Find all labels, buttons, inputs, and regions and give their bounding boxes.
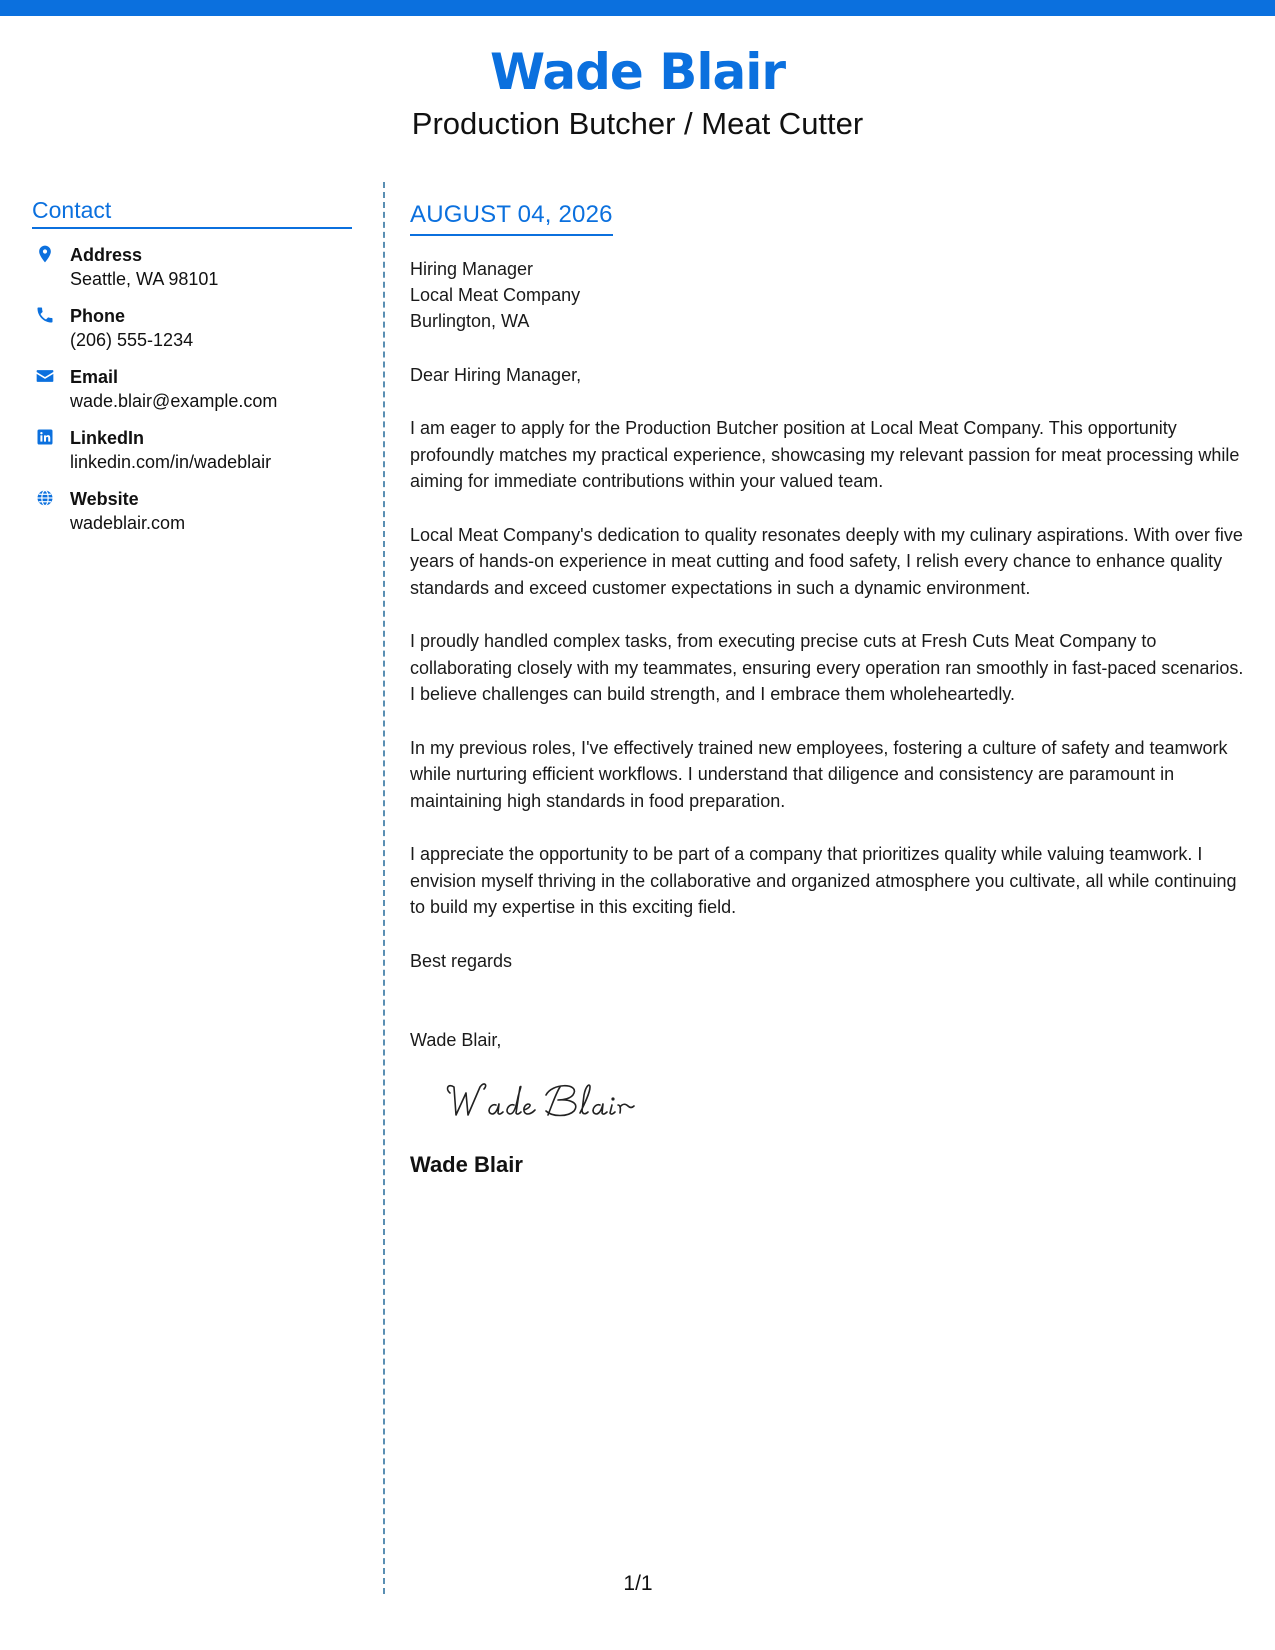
contact-value: (206) 555-1234 [70, 330, 194, 350]
contact-label: Website [70, 489, 139, 509]
column-divider [383, 182, 385, 1594]
salutation: Dear Hiring Manager, [410, 365, 582, 385]
printed-name: Wade Blair [410, 1151, 523, 1177]
handwritten-signature [442, 1075, 1250, 1129]
envelope-icon [35, 366, 57, 388]
contact-item-address [32, 243, 352, 291]
location-pin-icon [35, 244, 57, 266]
recipient-block [410, 256, 1250, 334]
closing-line: Best regards [410, 950, 513, 971]
body-paragraph: I proudly handled complex tasks, from executing precise cuts at Fresh Cuts Meat Company to collaborating closely with my teammates, ensuring every operation ran smoothly in fast-paced scenarios. I believe challenges can build strength, and I embrace them wholeheartedly. [410, 631, 1244, 704]
letter-header [0, 40, 1275, 144]
contact-heading: Contact [32, 195, 352, 229]
contact-label: Email [70, 367, 119, 387]
contact-sidebar [32, 195, 352, 548]
recipient-line: Burlington, WA [410, 311, 530, 331]
letter-body [410, 200, 1250, 1179]
page-number: 1/1 [623, 1572, 653, 1595]
contact-item-email [32, 365, 352, 413]
contact-label: LinkedIn [70, 428, 145, 448]
phone-icon [35, 305, 57, 327]
recipient-line: Hiring Manager [410, 259, 534, 279]
contact-value: wade.blair@example.com [70, 391, 278, 411]
globe-icon [35, 488, 57, 510]
body-paragraph: I am eager to apply for the Production Butcher position at Local Meat Company. This opportunity profoundly matches my practical experience, showcasing my relevant passion for meat processing while aiming for immediate contributions within your valued team. [410, 418, 1240, 491]
contact-label: Phone [70, 306, 126, 326]
contact-item-website [32, 487, 352, 535]
sign-off-name: Wade Blair, [410, 1029, 502, 1050]
recipient-line: Local Meat Company [410, 285, 581, 305]
letter-date: AUGUST 04, 2026 [410, 200, 613, 236]
body-paragraph: I appreciate the opportunity to be part of a company that prioritizes quality while valuing teamwork. I envision myself thriving in the collaborative and organized atmosphere you cultivate, all while continuing to build my expertise in this exciting field. [410, 844, 1237, 917]
linkedin-icon [35, 427, 57, 449]
job-title: Production Butcher / Meat Cutter [411, 106, 864, 141]
contact-value: linkedin.com/in/wadeblair [70, 452, 272, 472]
contact-label: Address [70, 245, 143, 265]
contact-value: wadeblair.com [70, 513, 186, 533]
applicant-name: Wade Blair [489, 43, 785, 101]
contact-item-phone [32, 304, 352, 352]
contact-item-linkedin [32, 426, 352, 474]
contact-value: Seattle, WA 98101 [70, 269, 219, 289]
body-paragraph: In my previous roles, I've effectively trained new employees, fostering a culture of safety and teamwork while nurturing efficient workflows. I understand that diligence and consistency are paramount in maintaining high standards in food preparation. [410, 737, 1228, 811]
top-accent-bar [0, 0, 1275, 16]
body-paragraph: Local Meat Company's dedication to quality resonates deeply with my culinary aspirations. With over five years of hands-on experience in meat cutting and food safety, I relish every chance to enhance quality standards and exceed customer expectations in such a dynamic environment. [410, 524, 1243, 598]
